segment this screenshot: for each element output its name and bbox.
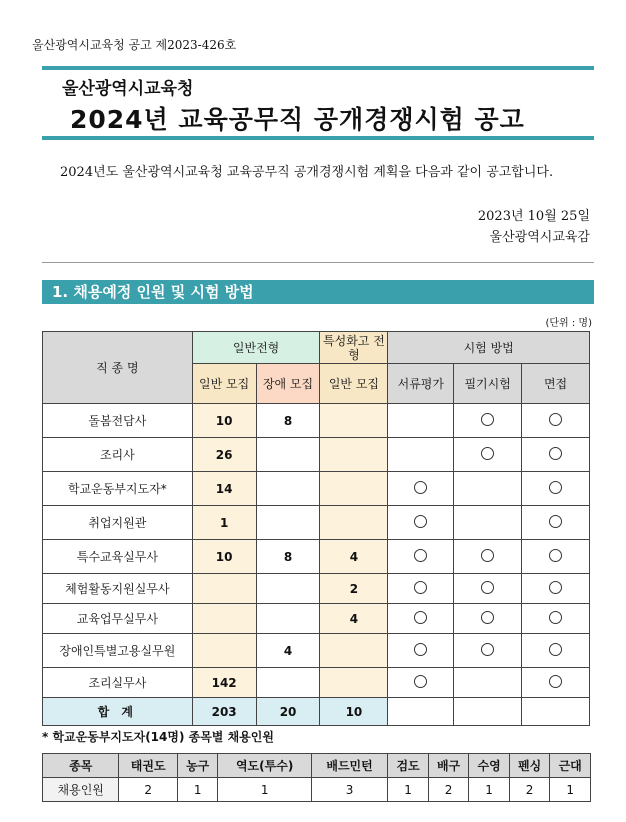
col-header-interview: 면접 xyxy=(522,364,590,404)
interview-check-cell xyxy=(522,634,590,668)
job-name: 장애인특별고용실무원 xyxy=(43,634,193,668)
table-row xyxy=(43,438,590,472)
circle-mark-icon xyxy=(549,515,562,528)
disabled-count xyxy=(256,574,320,604)
sports-count: 2 xyxy=(428,778,469,802)
special-count xyxy=(320,668,388,698)
general-count: 10 xyxy=(192,404,256,438)
col-header-written: 필기시험 xyxy=(454,364,522,404)
special-count xyxy=(320,438,388,472)
sports-count: 1 xyxy=(388,778,429,802)
circle-mark-icon xyxy=(549,643,562,656)
interview-check-cell xyxy=(522,506,590,540)
sports-header: 근대 xyxy=(550,754,591,778)
total-disabled: 20 xyxy=(256,698,320,726)
circle-mark-icon xyxy=(414,581,427,594)
table-row xyxy=(43,506,590,540)
col-header-general: 일반전형 xyxy=(192,332,320,364)
section-divider xyxy=(42,262,594,263)
total-empty xyxy=(522,698,590,726)
written-check-cell xyxy=(454,506,522,540)
sports-row-label: 채용인원 xyxy=(43,778,119,802)
col-header-special-general: 일반 모집 xyxy=(320,364,388,404)
general-count: 1 xyxy=(192,506,256,540)
table-row xyxy=(43,604,590,634)
document-title: 2024년 교육공무직 공개경쟁시험 공고 xyxy=(70,105,525,134)
special-count: 4 xyxy=(320,604,388,634)
written-check-cell xyxy=(454,438,522,472)
document-check-cell xyxy=(388,668,454,698)
circle-mark-icon xyxy=(481,581,494,594)
special-count xyxy=(320,472,388,506)
sports-header-label: 종목 xyxy=(43,754,119,778)
circle-mark-icon xyxy=(481,643,494,656)
job-name: 조리실무사 xyxy=(43,668,193,698)
document-check-cell xyxy=(388,574,454,604)
disabled-count xyxy=(256,506,320,540)
sports-table xyxy=(42,753,591,802)
disabled-count xyxy=(256,438,320,472)
sports-count: 3 xyxy=(311,778,387,802)
circle-mark-icon xyxy=(549,413,562,426)
unit-note: (단위 : 명) xyxy=(545,318,592,329)
table-row xyxy=(43,668,590,698)
special-count xyxy=(320,404,388,438)
written-check-cell xyxy=(454,404,522,438)
intro-text: 2024년도 울산광역시교육청 교육공무직 공개경쟁시험 계획을 다음과 같이 공고합니다. xyxy=(60,165,554,180)
issuer-name: 울산광역시교육감 xyxy=(489,230,590,245)
sports-header: 펜싱 xyxy=(509,754,550,778)
disabled-count: 8 xyxy=(256,540,320,574)
written-check-cell xyxy=(454,634,522,668)
sports-count: 2 xyxy=(509,778,550,802)
job-name: 돌봄전담사 xyxy=(43,404,193,438)
general-count: 26 xyxy=(192,438,256,472)
document-check-cell xyxy=(388,540,454,574)
notice-number: 울산광역시교육청 공고 제2023-426호 xyxy=(32,38,237,52)
col-header-general-recruit: 일반 모집 xyxy=(192,364,256,404)
general-count xyxy=(192,634,256,668)
circle-mark-icon xyxy=(549,549,562,562)
job-name: 취업지원관 xyxy=(43,506,193,540)
sports-header: 역도(투수) xyxy=(218,754,311,778)
circle-mark-icon xyxy=(414,549,427,562)
interview-check-cell xyxy=(522,404,590,438)
organization-name: 울산광역시교육청 xyxy=(62,79,194,99)
circle-mark-icon xyxy=(481,611,494,624)
disabled-count: 8 xyxy=(256,404,320,438)
notice-date: 2023년 10월 25일 xyxy=(477,209,590,224)
table-row xyxy=(43,540,590,574)
circle-mark-icon xyxy=(481,447,494,460)
table-row xyxy=(43,574,590,604)
disabled-count xyxy=(256,472,320,506)
interview-check-cell xyxy=(522,668,590,698)
circle-mark-icon xyxy=(549,481,562,494)
sports-header: 검도 xyxy=(388,754,429,778)
col-header-disabled-recruit: 장애 모집 xyxy=(256,364,320,404)
interview-check-cell xyxy=(522,574,590,604)
sports-count: 1 xyxy=(469,778,510,802)
document-check-cell xyxy=(388,634,454,668)
recruitment-table xyxy=(42,331,590,726)
document-check-cell xyxy=(388,604,454,634)
total-special: 10 xyxy=(320,698,388,726)
total-general: 203 xyxy=(192,698,256,726)
sports-header: 수영 xyxy=(469,754,510,778)
sports-count: 1 xyxy=(177,778,218,802)
col-header-exam-method: 시험 방법 xyxy=(388,332,590,364)
job-name: 특수교육실무사 xyxy=(43,540,193,574)
special-count: 2 xyxy=(320,574,388,604)
circle-mark-icon xyxy=(481,413,494,426)
disabled-count xyxy=(256,668,320,698)
circle-mark-icon xyxy=(549,675,562,688)
general-count: 10 xyxy=(192,540,256,574)
col-header-job: 직 종 명 xyxy=(43,332,193,404)
total-label: 합 계 xyxy=(43,698,193,726)
special-count xyxy=(320,506,388,540)
sports-title: * 학교운동부지도자(14명) 종목별 채용인원 xyxy=(42,730,274,744)
interview-check-cell xyxy=(522,604,590,634)
total-empty xyxy=(388,698,454,726)
job-name: 체험활동지원실무사 xyxy=(43,574,193,604)
title-rule xyxy=(42,136,594,140)
sports-header: 태권도 xyxy=(119,754,177,778)
written-check-cell xyxy=(454,472,522,506)
document-check-cell xyxy=(388,506,454,540)
general-count: 142 xyxy=(192,668,256,698)
sports-count: 1 xyxy=(550,778,591,802)
circle-mark-icon xyxy=(481,549,494,562)
job-name: 조리사 xyxy=(43,438,193,472)
general-count xyxy=(192,574,256,604)
sports-header: 농구 xyxy=(177,754,218,778)
written-check-cell xyxy=(454,668,522,698)
general-count xyxy=(192,604,256,634)
sports-header: 배드민턴 xyxy=(311,754,387,778)
circle-mark-icon xyxy=(549,447,562,460)
special-count: 4 xyxy=(320,540,388,574)
written-check-cell xyxy=(454,574,522,604)
general-count: 14 xyxy=(192,472,256,506)
circle-mark-icon xyxy=(414,643,427,656)
written-check-cell xyxy=(454,604,522,634)
circle-mark-icon xyxy=(549,611,562,624)
disabled-count: 4 xyxy=(256,634,320,668)
written-check-cell xyxy=(454,540,522,574)
interview-check-cell xyxy=(522,472,590,506)
interview-check-cell xyxy=(522,540,590,574)
special-count xyxy=(320,634,388,668)
circle-mark-icon xyxy=(414,611,427,624)
circle-mark-icon xyxy=(549,581,562,594)
disabled-count xyxy=(256,604,320,634)
total-empty xyxy=(454,698,522,726)
job-name: 교육업무실무사 xyxy=(43,604,193,634)
circle-mark-icon xyxy=(414,515,427,528)
col-header-special-school: 특성화고 전형 xyxy=(320,332,388,364)
circle-mark-icon xyxy=(414,481,427,494)
table-row xyxy=(43,472,590,506)
document-check-cell xyxy=(388,472,454,506)
table-row xyxy=(43,404,590,438)
document-check-cell xyxy=(388,438,454,472)
col-header-document: 서류평가 xyxy=(388,364,454,404)
circle-mark-icon xyxy=(414,675,427,688)
table-row xyxy=(43,634,590,668)
sports-count: 1 xyxy=(218,778,311,802)
interview-check-cell xyxy=(522,438,590,472)
job-name: 학교운동부지도자* xyxy=(43,472,193,506)
sports-count: 2 xyxy=(119,778,177,802)
section-title: 1. 채용예정 인원 및 시험 방법 xyxy=(42,280,594,304)
document-check-cell xyxy=(388,404,454,438)
top-rule xyxy=(42,66,594,70)
sports-header: 배구 xyxy=(428,754,469,778)
